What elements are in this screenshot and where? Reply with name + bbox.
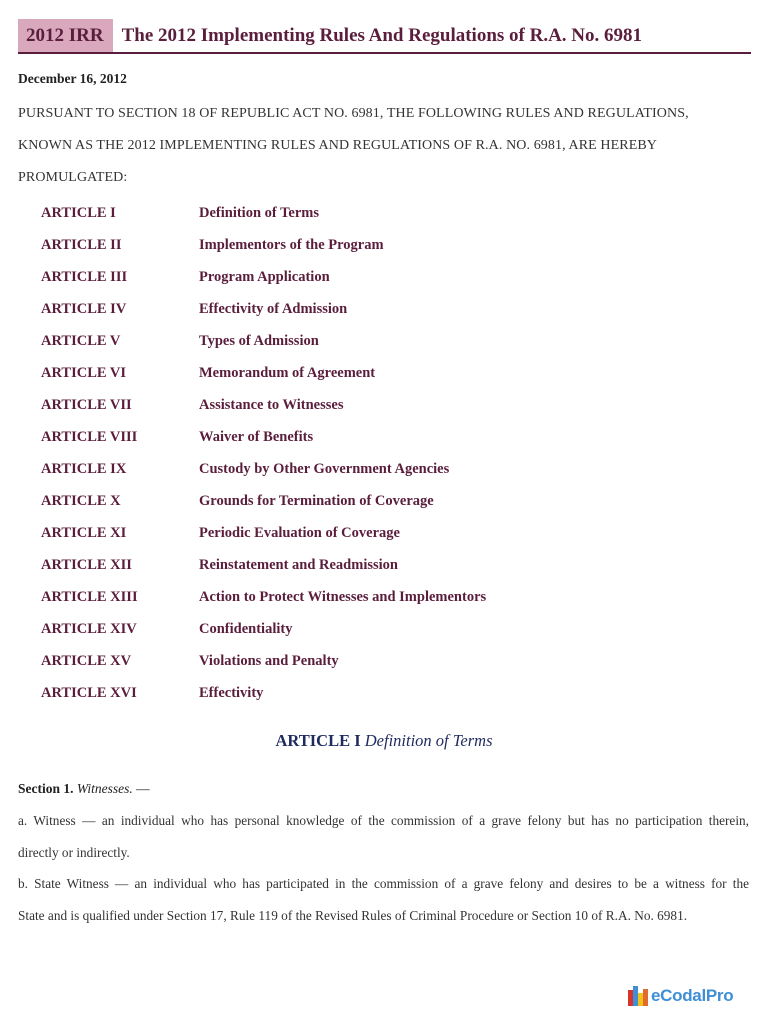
toc-article-number: ARTICLE XI — [41, 524, 127, 541]
toc-article-title: Periodic Evaluation of Coverage — [199, 524, 400, 541]
toc-article-title: Action to Protect Witnesses and Implementors — [199, 588, 487, 605]
toc-article-number: ARTICLE VII — [41, 396, 132, 413]
toc-row[interactable] — [41, 613, 641, 645]
paragraph-line: b. State Witness — an individual who has participated in the commission of a grave felony and desires to be a witness for the — [18, 876, 749, 891]
section-number: Section 1. — [18, 781, 74, 796]
section-dash: — — [132, 781, 150, 796]
intro-line: KNOWN AS THE 2012 IMPLEMENTING RULES AND REGULATIONS OF R.A. NO. 6981, ARE HEREBY — [18, 138, 658, 153]
toc-article-title: Definition of Terms — [199, 204, 320, 221]
toc-row[interactable] — [41, 197, 641, 229]
toc-article-title: Reinstatement and Readmission — [199, 556, 398, 573]
document-date: December 16, 2012 — [18, 71, 127, 86]
toc-article-title: Grounds for Termination of Coverage — [199, 492, 434, 509]
toc-article-title: Confidentiality — [199, 620, 293, 637]
toc-article-number: ARTICLE XII — [41, 556, 132, 573]
toc-article-number: ARTICLE VI — [41, 364, 127, 381]
toc-row[interactable] — [41, 645, 641, 677]
toc-row[interactable] — [41, 293, 641, 325]
toc-article-number: ARTICLE XV — [41, 652, 132, 669]
toc-article-number: ARTICLE I — [41, 204, 116, 221]
toc-article-number: ARTICLE III — [41, 268, 128, 285]
toc-article-title: Assistance to Witnesses — [199, 396, 344, 413]
toc-row[interactable] — [41, 549, 641, 581]
toc-row[interactable] — [41, 453, 641, 485]
toc-article-number: ARTICLE IV — [41, 300, 127, 317]
article-heading — [0, 731, 768, 751]
toc-article-title: Effectivity — [199, 684, 264, 701]
toc-article-number: ARTICLE X — [41, 492, 121, 509]
table-of-contents — [41, 197, 641, 709]
document-header — [18, 19, 751, 54]
toc-row[interactable] — [41, 485, 641, 517]
intro-line: PURSUANT TO SECTION 18 OF REPUBLIC ACT NO. 6981, THE FOLLOWING RULES AND REGULATIONS, — [18, 106, 689, 121]
logo-bar — [643, 989, 648, 1006]
document-title: The 2012 Implementing Rules And Regulations of R.A. No. 6981 — [121, 25, 643, 46]
toc-article-title: Waiver of Benefits — [199, 428, 314, 445]
toc-article-number: ARTICLE XIII — [41, 588, 138, 605]
toc-article-number: ARTICLE XIV — [41, 620, 137, 637]
toc-row[interactable] — [41, 421, 641, 453]
toc-article-title: Types of Admission — [199, 332, 319, 349]
toc-article-number: ARTICLE XVI — [41, 684, 137, 701]
intro-line: PROMULGATED: — [18, 170, 128, 185]
paragraph-line: a. Witness — an individual who has personal knowledge of the commission of a grave felony but has no participation therein, — [18, 813, 749, 828]
toc-row[interactable] — [41, 229, 641, 261]
paragraph-witness — [18, 805, 749, 869]
section-title: Witnesses. — [76, 781, 133, 796]
toc-article-number: ARTICLE IX — [41, 460, 127, 477]
toc-row[interactable] — [41, 389, 641, 421]
paragraph-line: State and is qualified under Section 17, Rule 119 of the Revised Rules of Criminal Procedure or Section 10 of R.A. No. 6981. — [18, 908, 688, 923]
toc-row[interactable] — [41, 677, 641, 709]
toc-article-title: Effectivity of Admission — [199, 300, 348, 317]
paragraph-state-witness — [18, 868, 749, 932]
logo-text: eCodalPro — [651, 986, 734, 1005]
article-heading-title: Definition of Terms — [364, 731, 493, 750]
ecodalpro-logo-icon — [628, 986, 649, 1006]
ecodalpro-logo — [628, 985, 733, 1007]
toc-article-number: ARTICLE II — [41, 236, 122, 253]
toc-article-title: Violations and Penalty — [199, 652, 339, 669]
toc-article-title: Program Application — [199, 268, 330, 285]
toc-article-title: Implementors of the Program — [199, 236, 384, 253]
article-heading-number: ARTICLE I — [275, 731, 361, 750]
irr-badge: 2012 IRR — [18, 19, 113, 52]
toc-article-number: ARTICLE VIII — [41, 428, 138, 445]
toc-row[interactable] — [41, 325, 641, 357]
intro-paragraph — [18, 98, 753, 194]
toc-row[interactable] — [41, 517, 641, 549]
toc-article-number: ARTICLE V — [41, 332, 121, 349]
paragraph-line: directly or indirectly. — [18, 845, 130, 860]
toc-article-title: Custody by Other Government Agencies — [199, 460, 450, 477]
toc-row[interactable] — [41, 261, 641, 293]
toc-row[interactable] — [41, 357, 641, 389]
section-heading — [18, 781, 150, 797]
toc-article-title: Memorandum of Agreement — [199, 364, 376, 381]
toc-row[interactable] — [41, 581, 641, 613]
